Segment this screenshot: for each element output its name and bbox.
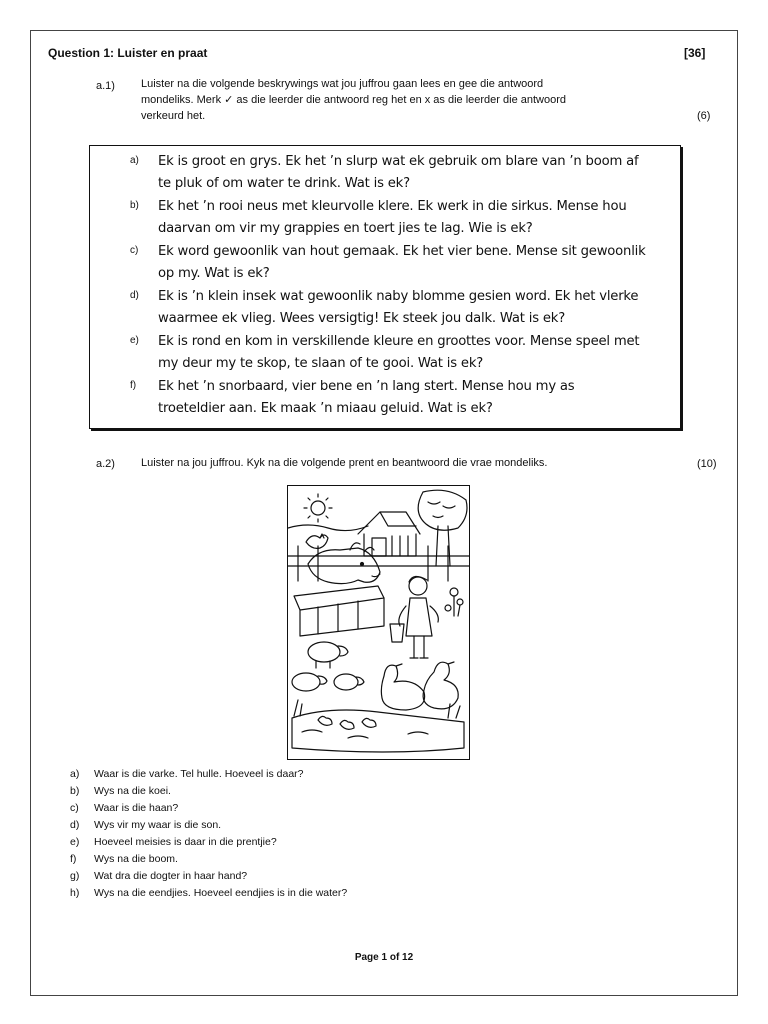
section-a1-line-3: verkeurd het. [141,110,206,122]
barn-shape [358,512,420,556]
duck-shape [423,662,458,709]
section-a1-line-1: Luister na die volgende beskrywings wat jou juffrou gaan lees en gee die antwoord [141,78,544,90]
question-text: Wys vir my waar is die son. [94,819,222,831]
pig-shape [308,642,348,668]
riddle-letter: e) [130,335,139,346]
question-letter: g) [70,870,80,882]
duckling-shape [362,718,376,727]
rooster-shape [306,534,328,548]
duckling-shape [318,716,332,725]
question-title: Question 1: Luister en praat [48,46,208,60]
question-text: Waar is die varke. Tel hulle. Hoeveel is daar? [94,768,304,780]
question-letter: h) [70,887,80,899]
question-letter: c) [70,802,79,814]
riddle-text [158,376,678,420]
section-a2-number: a.2) [96,458,115,470]
riddle-line: Ek is ’n klein insek wat gewoonlik naby blomme gesien word. Ek het vlerke [158,289,639,304]
riddle-line: Ek het ’n rooi neus met kleurvolle klere. Ek werk in die sirkus. Mense hou [158,199,627,214]
riddle-line: te pluk of om water te drink. Wat is ek? [158,176,410,191]
question-text: Wys na die eendjies. Hoeveel eendjies is in die water? [94,887,348,899]
sun-icon [304,494,332,522]
question-marks: [36] [684,46,706,60]
section-a1-line-2: mondeliks. Merk ✓ as die leerder die antwoord reg het en x as die leerder die antwoord [141,94,566,106]
riddle-line: daarvan om vir my grappies en toert jies te lag. Wie is ek? [158,221,533,236]
riddle-text [158,241,678,285]
farm-illustration [287,485,470,760]
riddle-line: my deur my te skop, te slaan of te gooi. Wat is ek? [158,356,484,371]
pond-shape [292,710,464,752]
riddle-letter: f) [130,380,137,391]
question-letter: a) [70,768,80,780]
riddle-text [158,286,678,330]
section-a2-text: Luister na jou juffrou. Kyk na die volgende prent en beantwoord die vrae mondeliks. [141,457,548,469]
riddle-line: Ek is groot en grys. Ek het ’n slurp wat ek gebruik om blare van ’n boom af [158,154,639,169]
question-letter: f) [70,853,77,865]
section-a1-number: a.1) [96,80,115,92]
riddle-line: op my. Wat is ek? [158,266,270,281]
question-letter: b) [70,785,80,797]
riddle-line: waarmee ek vlieg. Wees versigtig! Ek steek jou dalk. Wat is ek? [158,311,566,326]
feeder-shape [294,586,384,636]
pig-shape [334,674,364,690]
riddle-line: troeteldier aan. Ek maak ’n miaau geluid. Wat is ek? [158,401,493,416]
riddle-line: Ek het ’n snorbaard, vier bene en ’n lang stert. Mense hou my as [158,379,575,394]
riddle-line: Ek word gewoonlik van hout gemaak. Ek het vier bene. Mense sit gewoonlik [158,244,646,259]
section-a2-marks: (10) [697,458,717,470]
riddle-text [158,151,678,195]
cow-shape [308,543,380,584]
riddle-letter: c) [130,245,139,256]
flowers-shape [445,588,463,616]
riddle-letter: a) [130,155,139,166]
section-a1-marks: (6) [697,110,711,122]
question-text: Waar is die haan? [94,802,179,814]
riddle-box [89,145,681,429]
duckling-shape [340,720,354,729]
riddle-letter: b) [130,200,139,211]
riddle-letter: d) [130,290,139,301]
question-text: Wys na die boom. [94,853,178,865]
pig-shape [292,673,327,691]
girl-shape [390,576,438,658]
question-text: Wys na die koei. [94,785,171,797]
question-text: Wat dra die dogter in haar hand? [94,870,248,882]
question-text: Hoeveel meisies is daar in die prentjie? [94,836,277,848]
page-number: Page 1 of 12 [354,952,414,963]
question-letter: d) [70,819,80,831]
question-letter: e) [70,836,80,848]
riddle-line: Ek is rond en kom in verskillende kleure en groottes voor. Mense speel met [158,334,640,349]
riddle-text [158,331,678,375]
bucket-shape [390,624,404,642]
riddle-text [158,196,678,240]
duck-shape [381,664,424,710]
tree-shape [418,490,467,566]
